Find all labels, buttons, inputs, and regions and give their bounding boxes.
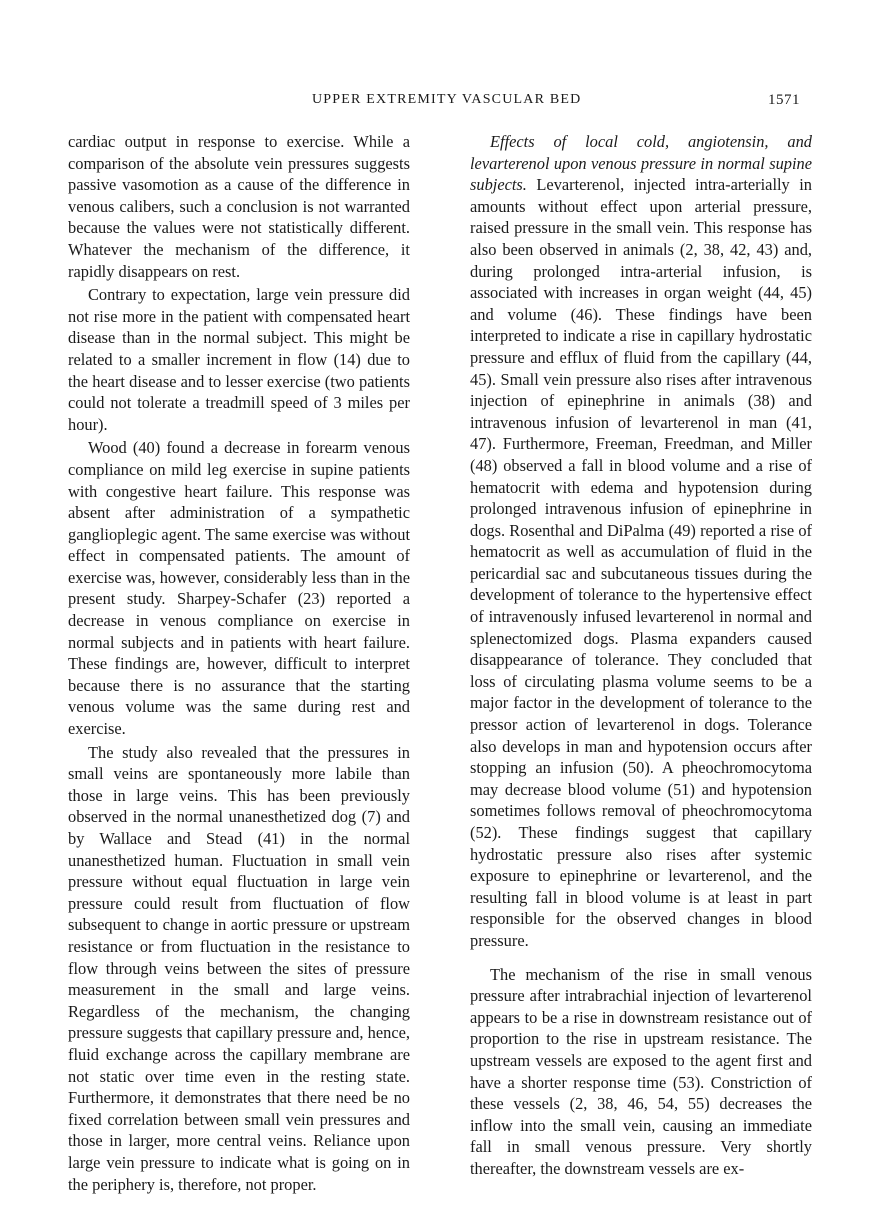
section-heading: Effects of local cold, angiotensin, and levarterenol upon venous pressure in normal supine subjects. (470, 132, 812, 195)
paragraph-right-1-text: Levarterenol, injected intra-arterially in amounts without effect upon arterial pressure, raised pressure in the small vein. This response has also been observed in animals (2, 38, 42, 43) and, during prolonged intra-arterial infusion, is associated with increases in organ weight (44, 45) and volume (46). These findings have been interpreted to indicate a rise in capillary hydrostatic pressure and efflux of fluid from the capillary (44, 45). Small vein pressure also rises after intravenous injection of epinephrine in animals (38) and intravenous infusion of levarterenol in man (41, 47). Furthermore, Freeman, Freedman, and Miller (48) observed a fall in blood volume and a rise of hematocrit with edema and hypotension during prolonged intravenous infusion of epinephrine in dogs. Rosenthal and DiPalma (49) reported a rise of hematocrit as well as accumulation of fluid in the pericardial sac and subcutaneous tissues during the development of tolerance to the hypertensive effect of intravenously infused levarterenol in normal and splenectomized dogs. Plasma expanders caused disappearance of tolerance. They concluded that loss of circulating plasma volume seems to be a major factor in the development of tolerance to the pressor action of levarterenol in dogs. Tolerance also develops in man and hypotension occurs after stopping an infusion (50). A pheochromocytoma may decrease blood volume (51) and hypotension sometimes follows removal of pheochromocytoma (52). These findings suggest that capillary hydrostatic pressure also rises after systemic exposure to epinephrine or levarterenol, and the resulting fall in blood volume is at least in part responsible for the observed changes in blood pressure. (470, 175, 812, 950)
running-title: UPPER EXTREMITY VASCULAR BED (312, 92, 582, 107)
right-column (470, 131, 812, 1180)
paragraph-left-4: The study also revealed that the pressures in small veins are spontaneously more labile than those in large veins. This has been previously observed in the normal unanesthetized dog (7) and by Wallace and Stead (41) in the normal unanesthetized human. Fluctuation in small vein pressure without equal fluctuation in large vein pressure could result from fluctuation of flow subsequent to change in aortic pressure or upstream resistance or from fluctuation in the resistance to flow through veins between the sites of pressure measurement in the small and large veins. Regardless of the mechanism, the changing pressure suggests that capillary pressure and, hence, fluid exchange across the capillary membrane are not static over time even in the resting state. Furthermore, it demonstrates that there need be no fixed correlation between small vein pressures and those in larger, more central veins. Reliance upon large vein pressure to indicate what is going on in the periphery is, therefore, not proper. (68, 742, 410, 1194)
paragraph-right-1 (470, 131, 812, 952)
paragraph-right-2: The mechanism of the rise in small venous pressure after intrabrachial injection of levarterenol appears to be a rise in downstream resistance out of proportion to the rise in upstream resistance. The upstream vessels are exposed to the agent first and have a shorter response time (53). Constriction of these vessels (2, 38, 46, 54, 55) decreases the inflow into the small vein, causing an immediate fall in small venous pressure. Very shortly thereafter, the downstream vessels are ex- (470, 964, 812, 1178)
paragraph-left-3: Wood (40) found a decrease in forearm venous compliance on mild leg exercise in supine patients with congestive heart failure. This response was absent after administration of a sympathetic ganglioplegic agent. The same exercise was without effect in compensated patients. The amount of exercise was, however, considerably less than in the present study. Sharpey-Schafer (23) reported a decrease in venous compliance on exercise in normal subjects and in patients with heart failure. These findings are, however, difficult to interpret because there is no assurance that the starting venous volume was the same during rest and exercise. (68, 438, 410, 739)
paragraph-left-2: Contrary to expectation, large vein pressure did not rise more in the patient with compensated heart disease than in the normal subject. This might be related to a smaller increment in flow (14) due to the heart disease and to lesser exercise (two patients could not tolerate a treadmill speed of 3 miles per hour). (68, 285, 410, 434)
paragraph-left-1: cardiac output in response to exercise. While a comparison of the absolute vein pressures suggests passive vasomotion as a cause of the difference in venous calibers, such a conclusion is not warranted because the values were not statistically different. Whatever the mechanism of the difference, it rapidly disappears on rest. (68, 132, 410, 281)
left-column (68, 131, 410, 1195)
page-number: 1571 (768, 92, 800, 108)
